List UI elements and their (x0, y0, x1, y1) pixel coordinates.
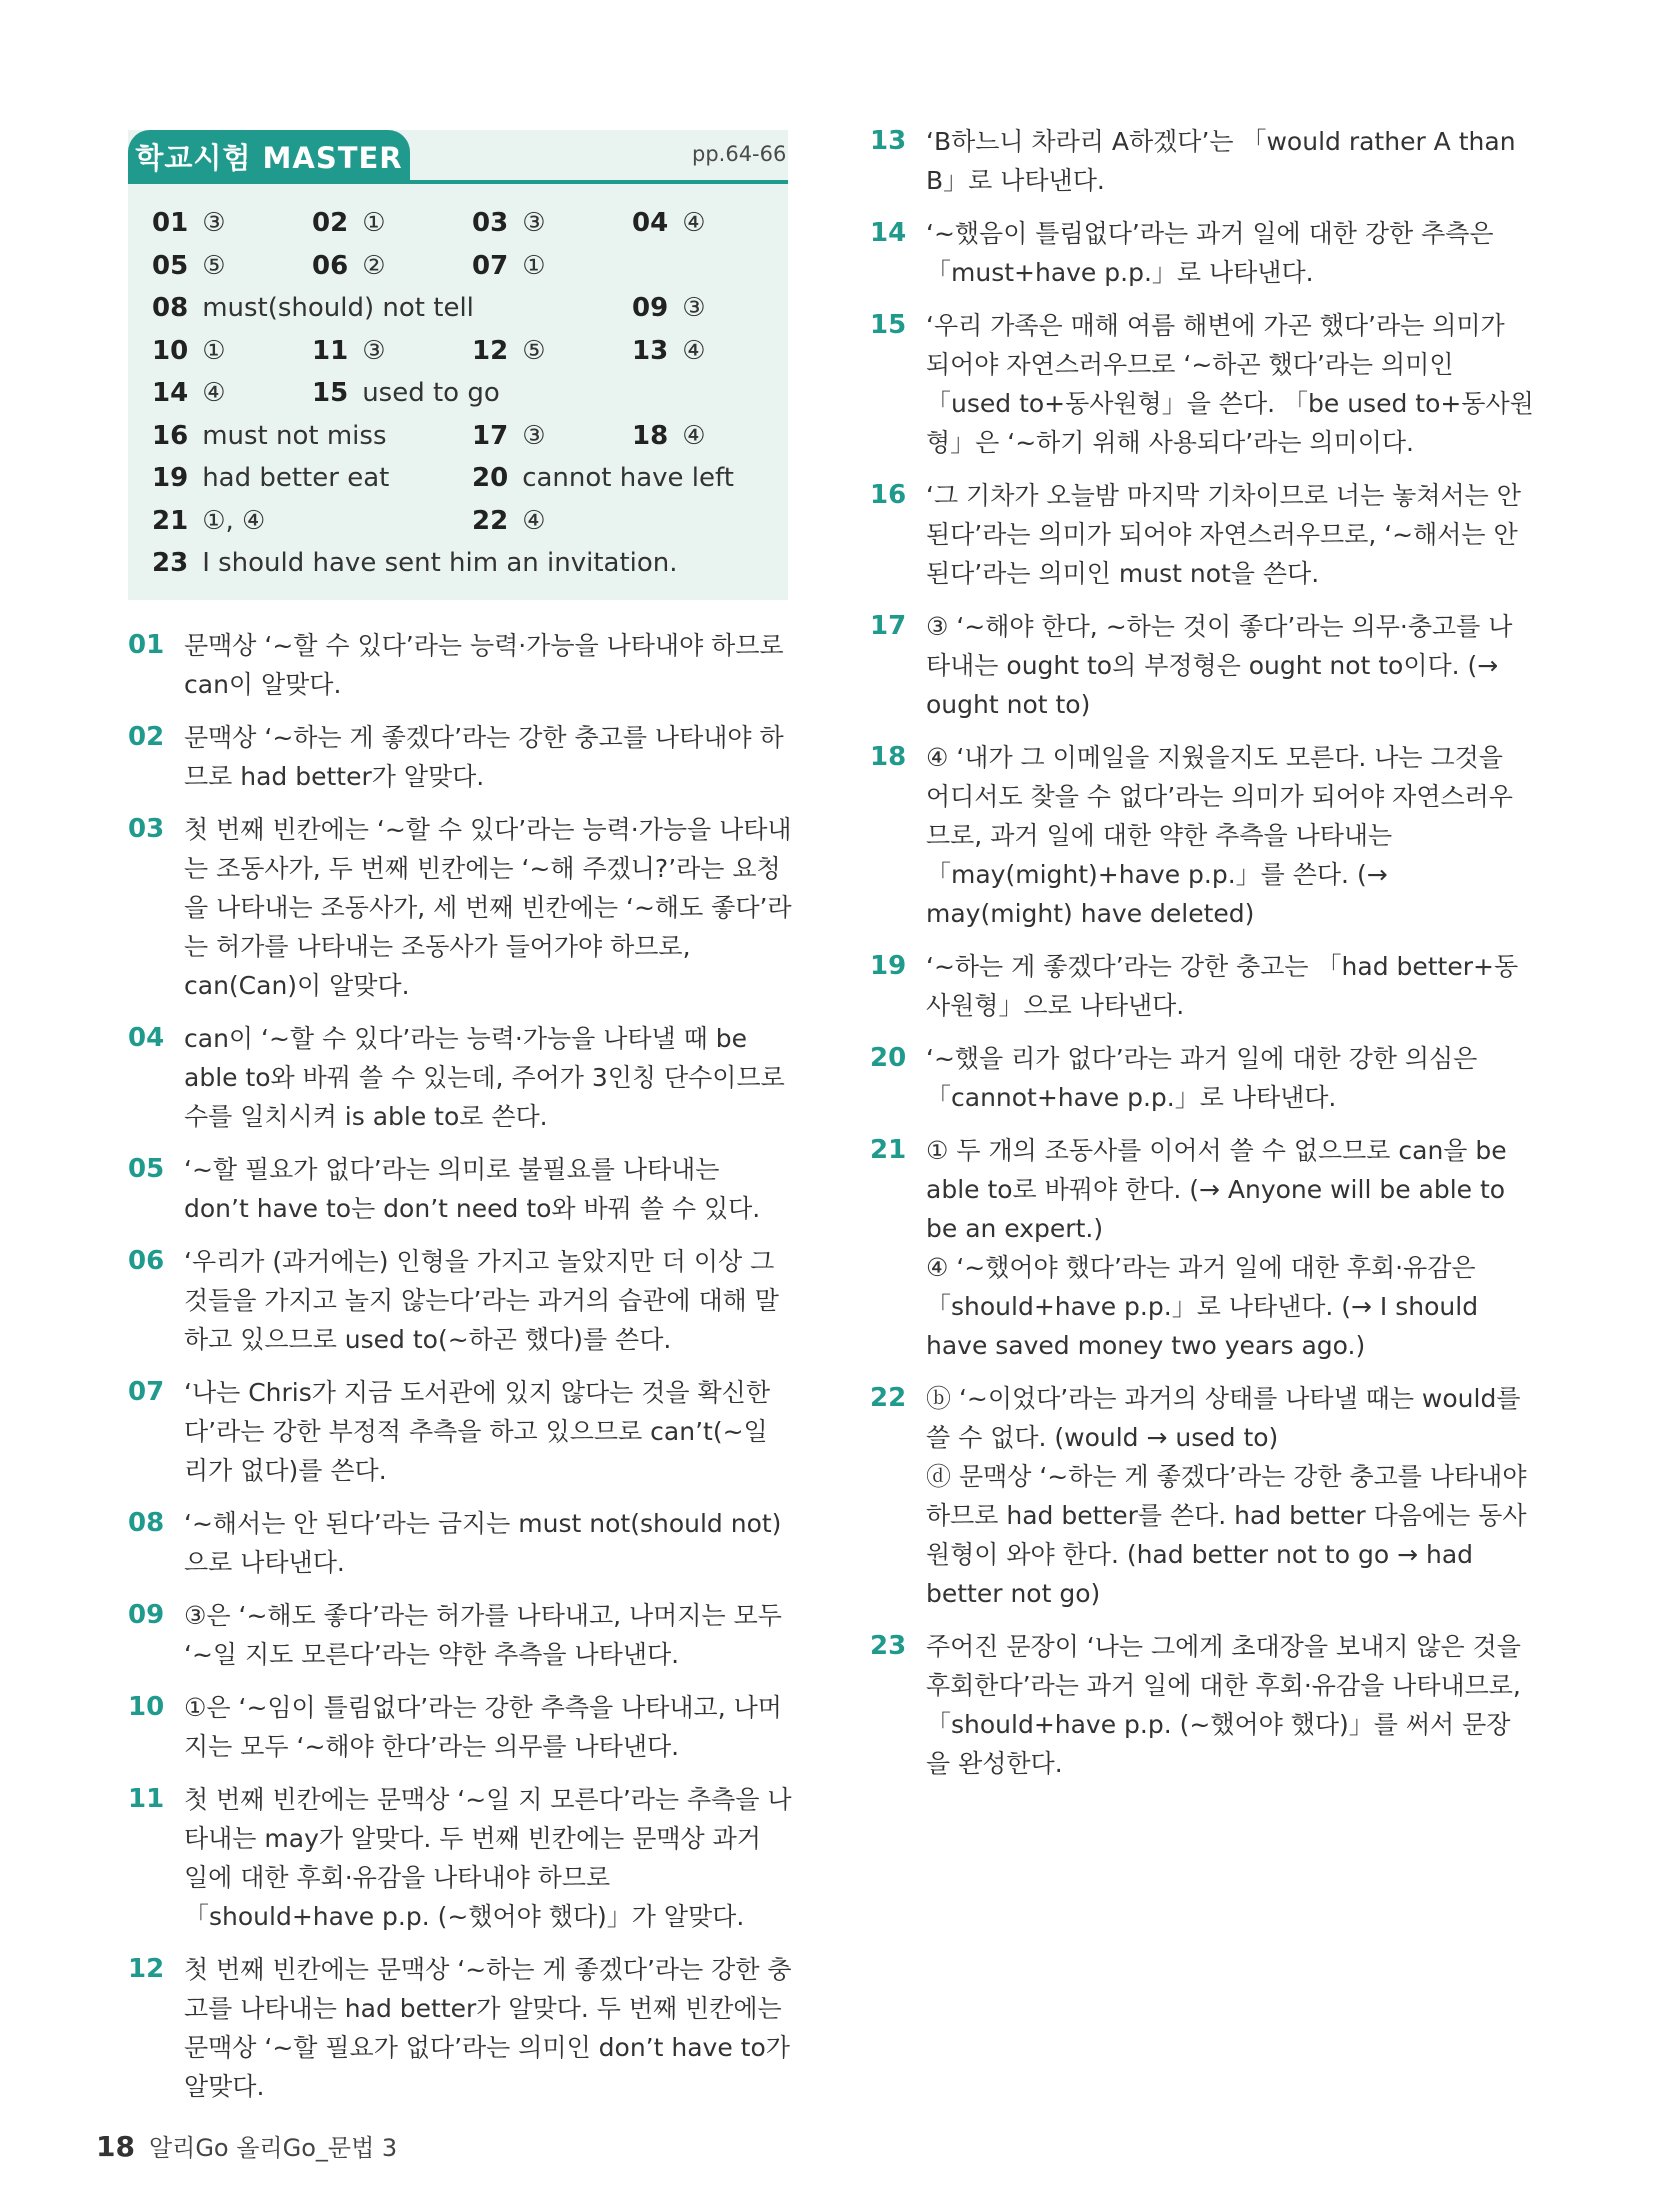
explanation-text: ‘나는 Chris가 지금 도서관에 있지 않다는 것을 확신한다’라는 강한 부정적 추측을 하고 있으므로 can’t(~일 리가 없다)를 쓴다. (184, 1378, 776, 1485)
answer-value: ④ (522, 505, 546, 536)
book-title: 알리Go 올리Go_문법 3 (148, 2134, 398, 2162)
answer-number: 02 (312, 208, 349, 238)
answer-number: 17 (472, 420, 509, 451)
explanation-item (128, 1242, 792, 1359)
explanation-number: 11 (128, 1784, 165, 1814)
master-title: 학교시험 MASTER (128, 130, 410, 182)
answer-value: ④ (682, 420, 706, 451)
answer-value: cannot have left (522, 463, 734, 493)
answer-cell (632, 330, 706, 372)
answer-number: 09 (632, 293, 669, 323)
explanation-text: ④ ‘내가 그 이메일을 지웠을지도 모른다. 나는 그것을 어디서도 찾을 수 없다’라는 의미가 되어야 자연스러우므로, 과거 일에 대한 약한 추측을 나타내는 「may(might)+have p.p.」를 쓴다. (→ may(might) have deleted) (926, 743, 1513, 928)
explanation-item (870, 1131, 1534, 1365)
answer-row (152, 372, 772, 415)
explanation-item (870, 607, 1534, 724)
answer-number: 07 (472, 250, 509, 281)
explanation-item (128, 1504, 792, 1582)
answer-cell (632, 287, 706, 329)
explanation-number: 12 (128, 1954, 165, 1984)
answer-value: ⑤ (522, 335, 546, 366)
answer-value: ③ (682, 293, 706, 323)
explanation-number: 03 (128, 814, 165, 844)
answer-cell (152, 542, 678, 584)
answer-number: 20 (472, 463, 509, 493)
explanation-number: 16 (870, 480, 907, 510)
answer-value: ① (522, 250, 546, 281)
explanation-number: 18 (870, 742, 907, 772)
explanation-item (870, 1627, 1534, 1783)
answer-row (152, 457, 772, 500)
explanation-item (128, 1780, 792, 1936)
answer-cell (472, 457, 734, 499)
explanation-text: ‘~하는 게 좋겠다’라는 강한 충고는 「had better+동사원형」으로 나타낸다. (926, 952, 1519, 1020)
explanation-number: 02 (128, 722, 165, 752)
answer-row (152, 500, 772, 543)
explanation-item (870, 1039, 1534, 1117)
answer-number: 06 (312, 250, 349, 281)
master-divider (128, 182, 788, 184)
answer-number: 05 (152, 250, 189, 281)
explanation-text: ‘B하느니 차라리 A하겠다’는 「would rather A than B」로 나타낸다. (926, 127, 1524, 195)
page-range: pp.64-66 (692, 142, 787, 166)
explanation-number: 10 (128, 1692, 165, 1722)
explanation-item (128, 1688, 792, 1766)
explanation-number: 04 (128, 1023, 165, 1053)
right-explanations (870, 122, 1534, 1797)
answer-row (152, 202, 772, 245)
answer-value: ① (362, 208, 386, 238)
answer-row (152, 245, 772, 288)
answer-number: 08 (152, 293, 189, 323)
explanation-item (128, 810, 792, 1005)
explanation-number: 01 (128, 630, 165, 660)
answer-value: I should have sent him an invitation. (202, 548, 678, 578)
answer-cell (472, 245, 546, 287)
answer-number: 15 (312, 378, 349, 408)
explanation-number: 13 (870, 126, 907, 156)
explanation-item (870, 122, 1534, 200)
explanation-text: 문맥상 ‘~할 수 있다’라는 능력·가능을 나타내야 하므로 can이 알맞다. (184, 631, 792, 699)
explanation-text: 문맥상 ‘~하는 게 좋겠다’라는 강한 충고를 나타내야 하므로 had better가 알맞다. (184, 723, 784, 791)
explanation-text: ①은 ‘~임이 틀림없다’라는 강한 추측을 나타내고, 나머지는 모두 ‘~해야 한다’라는 의무를 나타낸다. (184, 1693, 782, 1761)
answer-cell (472, 415, 546, 457)
answer-cell (312, 245, 386, 287)
explanation-text: ③은 ‘~해도 좋다’라는 허가를 나타내고, 나머지는 모두 ‘~일 지도 모른다’라는 약한 추측을 나타낸다. (184, 1601, 790, 1669)
explanation-text: 주어진 문장이 ‘나는 그에게 초대장을 보내지 않은 것을 후회한다’라는 과거 일에 대한 후회·유감을 나타내므로, 「should+have p.p. (~했어야 했다)」를 써서 문장을 완성한다. (926, 1632, 1529, 1778)
explanation-item (128, 1596, 792, 1674)
explanation-text: can이 ‘~할 수 있다’라는 능력·가능을 나타낼 때 be able to와 바꿔 쓸 수 있는데, 주어가 3인칭 단수이므로 수를 일치시켜 is able to로 쓴다. (184, 1024, 793, 1131)
answer-cell (152, 372, 226, 414)
answer-number: 03 (472, 208, 509, 238)
explanation-number: 17 (870, 611, 907, 641)
explanation-item (128, 1950, 798, 2106)
explanation-number: 15 (870, 310, 907, 340)
answer-cell (472, 202, 546, 244)
explanation-number: 22 (870, 1383, 907, 1413)
answer-value: ①, ④ (202, 505, 266, 536)
explanation-number: 09 (128, 1600, 165, 1630)
answer-value: ① (202, 335, 226, 366)
explanation-number: 05 (128, 1154, 165, 1184)
answer-number: 12 (472, 335, 509, 366)
answer-number: 11 (312, 335, 349, 366)
explanation-text: ⓑ ‘~이었다’라는 과거의 상태를 나타낼 때는 would를 쓸 수 없다. (would → used to) ⓓ 문맥상 ‘~하는 게 좋겠다’라는 강한 충고를 나타내야 하므로 had better를 쓴다. had better 다음에는 동사원형이 와야 한다. (had better not to go → had better not go) (926, 1384, 1527, 1608)
answer-cell (312, 372, 500, 414)
answer-value: ③ (202, 208, 226, 238)
answer-number: 23 (152, 548, 189, 578)
answer-number: 13 (632, 335, 669, 366)
explanation-text: ‘우리가 (과거에는) 인형을 가지고 놀았지만 더 이상 그것들을 가지고 놀지 않는다’라는 과거의 습관에 대해 말하고 있으므로 used to(~하곤 했다)를 쓴다. (184, 1247, 779, 1354)
explanation-item (128, 718, 792, 796)
answer-cell (312, 202, 386, 244)
answer-value: must not miss (202, 420, 387, 451)
explanation-number: 19 (870, 951, 907, 981)
answer-number: 10 (152, 335, 189, 366)
answer-number: 18 (632, 420, 669, 451)
page-number: 18 (96, 2130, 135, 2163)
page-footer (96, 2128, 397, 2163)
explanation-item (128, 1150, 792, 1228)
explanation-item (870, 1379, 1534, 1613)
answer-value: ③ (522, 420, 546, 451)
answer-cell (312, 330, 386, 372)
master-answer-box (128, 130, 788, 600)
explanation-number: 08 (128, 1508, 165, 1538)
master-answer-grid (152, 202, 772, 585)
explanation-number: 21 (870, 1135, 907, 1165)
answer-cell (152, 415, 387, 457)
explanation-text: 첫 번째 빈칸에는 ‘~할 수 있다’라는 능력·가능을 나타내는 조동사가, 두 번째 빈칸에는 ‘~해 주겠니?’라는 요청을 나타내는 조동사가, 세 번째 빈칸에는 ‘~해도 좋다’라는 허가를 나타내는 조동사가 들어가야 하므로, can(Can)이 알맞다. (184, 815, 792, 1000)
answer-number: 22 (472, 505, 509, 536)
answer-value: must(should) not tell (202, 293, 474, 323)
answer-row (152, 330, 772, 373)
explanation-number: 14 (870, 218, 907, 248)
explanation-text: ‘~했음이 틀림없다’라는 과거 일에 대한 강한 추측은 「must+have p.p.」로 나타낸다. (926, 219, 1502, 287)
answer-number: 01 (152, 208, 189, 238)
explanation-item (870, 738, 1534, 933)
answer-number: 04 (632, 208, 669, 238)
explanation-text: 첫 번째 빈칸에는 문맥상 ‘~하는 게 좋겠다’라는 강한 충고를 나타내는 had better가 알맞다. 두 번째 빈칸에는 문맥상 ‘~할 필요가 없다’라는 의미인 don’t have to가 알맞다. (184, 1955, 798, 2101)
explanation-item (870, 214, 1534, 292)
answer-value: ⑤ (202, 250, 226, 281)
answer-number: 14 (152, 378, 189, 408)
answer-cell (152, 457, 389, 499)
answer-value: ④ (682, 208, 706, 238)
answer-number: 19 (152, 463, 189, 493)
answer-number: 21 (152, 505, 189, 536)
explanation-number: 07 (128, 1377, 165, 1407)
answer-cell (152, 500, 265, 542)
answer-value: used to go (362, 378, 500, 408)
explanation-text: ‘~했을 리가 없다’라는 과거 일에 대한 강한 의심은 「cannot+have p.p.」로 나타낸다. (926, 1044, 1486, 1112)
explanation-text: ① 두 개의 조동사를 이어서 쓸 수 없으므로 can을 be able to로 바꿔야 한다. (→ Anyone will be able to be an expert.) ④ ‘~했어야 했다’라는 과거 일에 대한 후회·유감은 「should+have p.p.」로 나타낸다. (→ I should have saved money two years ago.) (926, 1136, 1507, 1360)
answer-cell (152, 245, 226, 287)
explanation-text: ‘~할 필요가 없다’라는 의미로 불필요를 나타내는 don’t have to는 don’t need to와 바꿔 쓸 수 있다. (184, 1155, 761, 1223)
answer-value: ③ (362, 335, 386, 366)
answer-value: had better eat (202, 463, 390, 493)
explanation-number: 06 (128, 1246, 165, 1276)
answer-cell (152, 287, 474, 329)
explanation-item (870, 306, 1534, 462)
answer-row (152, 542, 772, 585)
answer-value: ④ (682, 335, 706, 366)
explanation-text: ‘~해서는 안 된다’라는 금지는 must not(should not)으로 나타낸다. (184, 1509, 782, 1577)
left-explanations (128, 626, 798, 2120)
explanation-text: ‘우리 가족은 매해 여름 해변에 가곤 했다’라는 의미가 되어야 자연스러우므로 ‘~하곤 했다’라는 의미인 「used to+동사원형」을 쓴다. 「be used to+동사원형」은 ‘~하기 위해 사용되다’라는 의미이다. (926, 311, 1534, 457)
explanation-number: 20 (870, 1043, 907, 1073)
answer-value: ② (362, 250, 386, 281)
answer-cell (472, 500, 546, 542)
answer-row (152, 287, 772, 330)
explanation-item (128, 1019, 792, 1136)
explanation-item (128, 1373, 792, 1490)
explanation-text: ③ ‘~해야 한다, ~하는 것이 좋다’라는 의무·충고를 나타내는 ought to의 부정형은 ought not to이다. (→ ought not to) (926, 612, 1513, 719)
answer-cell (152, 202, 226, 244)
answer-value: ④ (202, 378, 226, 408)
explanation-item (870, 476, 1534, 593)
answer-value: ③ (522, 208, 546, 238)
answer-cell (152, 330, 226, 372)
explanation-text: 첫 번째 빈칸에는 문맥상 ‘~일 지 모른다’라는 추측을 나타내는 may가 알맞다. 두 번째 빈칸에는 문맥상 과거 일에 대한 후회·유감을 나타내야 하므로 「should+have p.p. (~했어야 했다)」가 알맞다. (184, 1785, 792, 1931)
answer-number: 16 (152, 420, 189, 451)
answer-cell (472, 330, 546, 372)
answer-cell (632, 202, 706, 244)
explanation-item (128, 626, 792, 704)
answer-cell (632, 415, 706, 457)
explanation-text: ‘그 기차가 오늘밤 마지막 기차이므로 너는 놓쳐서는 안 된다’라는 의미가 되어야 자연스러우므로, ‘~해서는 안 된다’라는 의미인 must not을 쓴다. (926, 481, 1529, 588)
answer-row (152, 415, 772, 458)
explanation-number: 23 (870, 1631, 907, 1661)
explanation-item (870, 947, 1534, 1025)
